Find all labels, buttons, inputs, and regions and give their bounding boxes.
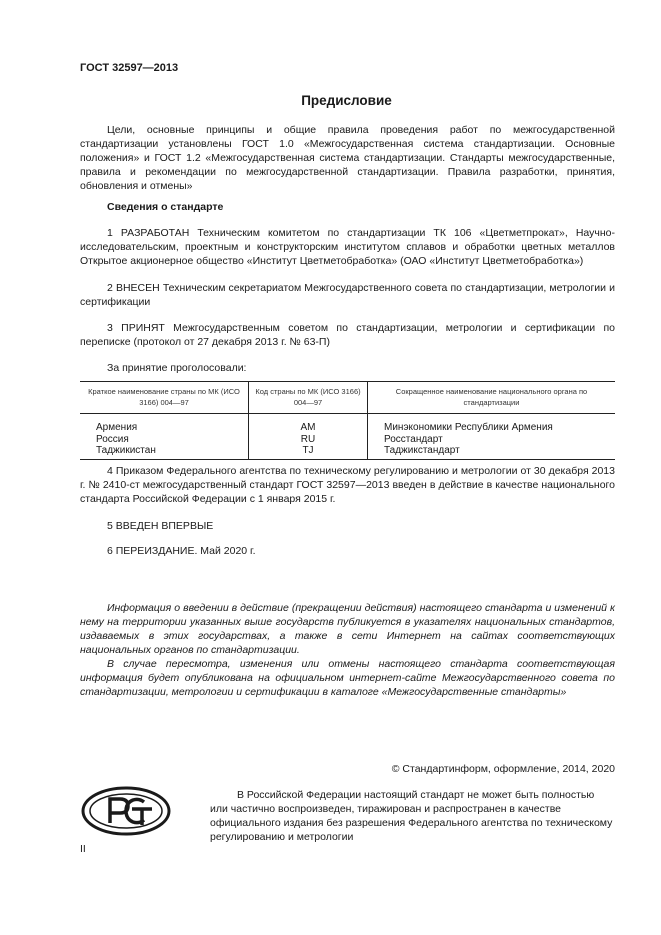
document-code: ГОСТ 32597—2013 bbox=[80, 62, 179, 74]
item-1: 1 РАЗРАБОТАН Техническим комитетом по стандартизации ТК 106 «Цветметпрокат», Научно-исследовательским, проектным и конструкторским институтом сплавов и обработки цветных металлов Открытое акционерное общество «Институт Цветметобработка» (ОАО «Институт Цветметобработка») bbox=[80, 227, 615, 267]
table-row bbox=[80, 434, 615, 446]
body-cell: Таджикстандарт bbox=[368, 445, 616, 459]
page-title: Предисловие bbox=[301, 93, 392, 108]
country-cell: Россия bbox=[96, 433, 129, 445]
body-cell: Росстандарт bbox=[368, 434, 616, 446]
table-row bbox=[80, 414, 615, 434]
info-paragraph-2: В случае пересмотра, изменения или отмены настоящего стандарта соответствующая информация будет опубликована на официальном интернет-сайте Межгосударственного совета по стандартизации, метрологии и сертификации в каталоге «Межгосударственные стандарты» bbox=[80, 658, 615, 698]
intro-paragraph: Цели, основные принципы и общие правила проведения работ по межгосударственной стандартизации установлены ГОСТ 1.0 «Межгосударственная система стандартизации. Основные положения» и ГОСТ 1.2 «Межгосударственная система стандартизации. Стандарты межгосударственные, правила и рекомендации по межгосударственной стандартизации. Правила разработки, принятия, обновления и отмены» bbox=[80, 124, 615, 192]
item-6: 6 ПЕРЕИЗДАНИЕ. Май 2020 г. bbox=[107, 545, 256, 557]
item-5: 5 ВВЕДЕН ВПЕРВЫЕ bbox=[107, 520, 214, 532]
country-cell: Армения bbox=[96, 422, 138, 433]
vote-table bbox=[80, 381, 615, 460]
code-cell: RU bbox=[249, 434, 368, 446]
vote-table-header bbox=[80, 382, 615, 414]
country-cell: Таджикистан bbox=[80, 445, 249, 459]
item-4: 4 Приказом Федерального агентства по техническому регулированию и метрологии от 30 декабря 2013 г. № 2410-ст межгосударственный стандарт ГОСТ 32597—2013 введен в действие в качестве национального стандарта Российской Федерации с 1 января 2015 г. bbox=[80, 465, 615, 505]
rst-logo-icon bbox=[80, 785, 172, 842]
item-3: 3 ПРИНЯТ Межгосударственным советом по стандартизации, метрологии и сертификации по переписке (протокол от 27 декабря 2013 г. № 63-П) bbox=[80, 322, 615, 348]
code-cell: AM bbox=[249, 414, 368, 434]
body-cell: Минэкономики Республики Армения bbox=[368, 414, 616, 434]
column-header-country: Краткое наименование страны по МК (ИСО 3166) 004—97 bbox=[80, 382, 249, 414]
vote-caption: За принятие проголосовали: bbox=[107, 362, 247, 374]
copyright-line: © Стандартинформ, оформление, 2014, 2020 bbox=[391, 763, 615, 775]
item-2: 2 ВНЕСЕН Техническим секретариатом Межгосударственного совета по стандартизации, метрологии и сертификации bbox=[80, 282, 615, 308]
copyright-notice: В Российской Федерации настоящий стандарт не может быть полностью или частично воспроизведен, тиражирован и распространен в качестве официального издания без разрешения Федерального агентства по техническому регулированию и метрологии bbox=[210, 789, 613, 843]
column-header-body: Сокращенное наименование национального органа по стандартизации bbox=[368, 382, 616, 414]
page-number: II bbox=[80, 843, 86, 855]
column-header-code: Код страны по МК (ИСО 3166) 004—97 bbox=[249, 382, 368, 414]
code-cell: TJ bbox=[249, 445, 368, 459]
info-paragraph-1: Информация о введении в действие (прекращении действия) настоящего стандарта и изменений к нему на территории указанных выше государств публикуется в указателях национальных стандартов, издаваемых в этих государствах, а также в сети Интернет на сайтах соответствующих национальных органов по стандартизации. bbox=[80, 602, 615, 656]
section-title: Сведения о стандарте bbox=[107, 201, 224, 213]
table-row bbox=[80, 445, 615, 459]
